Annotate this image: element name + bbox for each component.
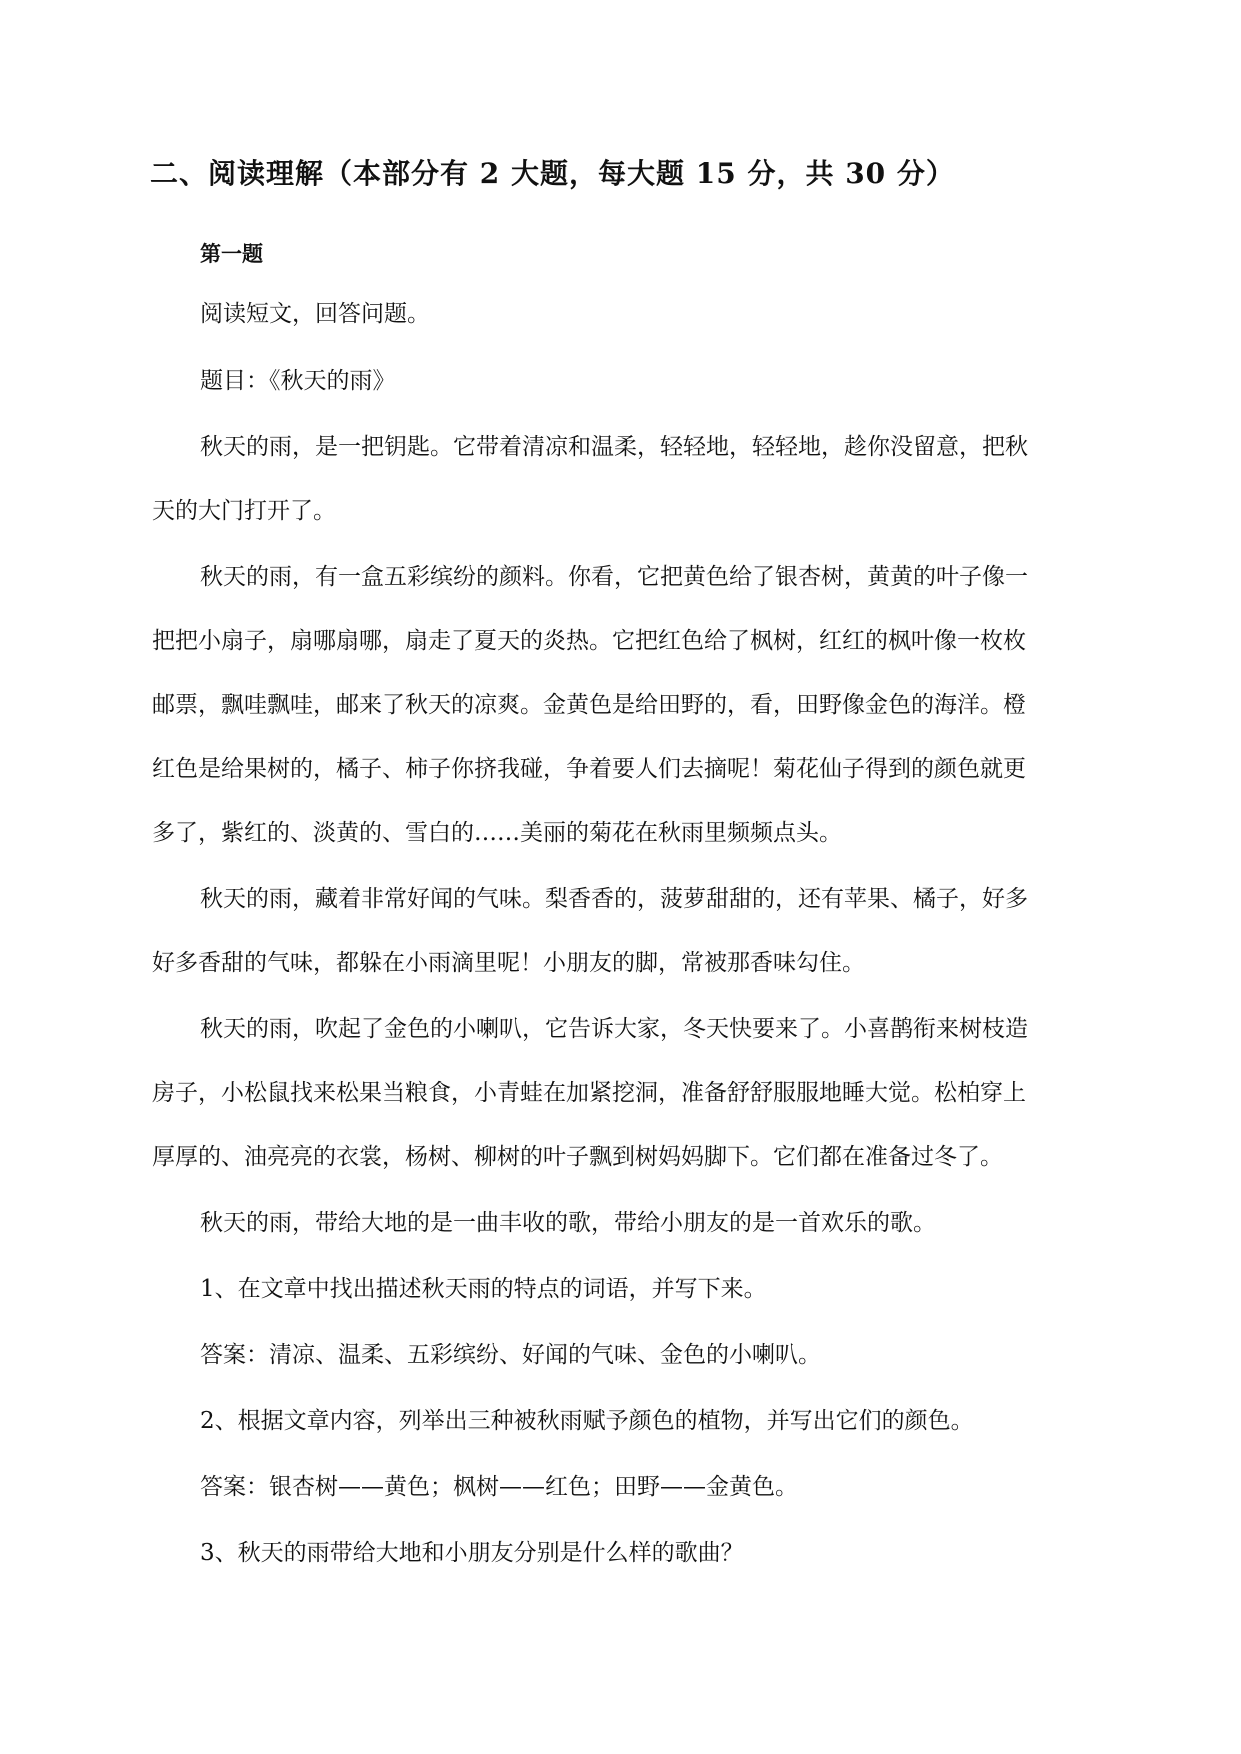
passage-line: 秋天的雨，带给大地的是一曲丰收的歌，带给小朋友的是一首欢乐的歌。 [200,1210,936,1236]
question-text: 1、在文章中找出描述秋天雨的特点的词语，并写下来。 [200,1276,767,1302]
passage-line: 红色是给果树的，橘子、柿子你挤我碰，争着要人们去摘呢！菊花仙子得到的颜色就更 [152,756,1026,782]
passage-line: 房子，小松鼠找来松果当粮食，小青蛙在加紧挖洞，准备舒舒服服地睡大觉。松柏穿上 [152,1080,1026,1106]
passage-line: 秋天的雨，有一盒五彩缤纷的颜料。你看，它把黄色给了银杏树，黄黄的叶子像一 [200,564,1028,590]
passage-line: 把把小扇子，扇哪扇哪，扇走了夏天的炎热。它把红色给了枫树，红红的枫叶像一枚枚 [152,628,1026,654]
instruction-text: 阅读短文，回答问题。 [200,301,430,327]
answer-text: 答案：银杏树——黄色；枫树——红色；田野——金黄色。 [200,1474,798,1500]
question-text: 3、秋天的雨带给大地和小朋友分别是什么样的歌曲？ [200,1540,744,1566]
answer-text: 答案：清凉、温柔、五彩缤纷、好闻的气味、金色的小喇叭。 [200,1342,821,1368]
passage-line: 秋天的雨，是一把钥匙。它带着清凉和温柔，轻轻地，轻轻地，趁你没留意，把秋 [200,434,1028,460]
passage-line: 秋天的雨，藏着非常好闻的气味。梨香香的，菠萝甜甜的，还有苹果、橘子，好多 [200,886,1028,912]
passage-line: 好多香甜的气味，都躲在小雨滴里呢！小朋友的脚，常被那香味勾住。 [152,950,865,976]
passage-topic: 题目：《秋天的雨》 [200,368,396,394]
passage-line: 天的大门打开了。 [152,498,336,524]
passage-line: 邮票，飘哇飘哇，邮来了秋天的凉爽。金黄色是给田野的，看，田野像金色的海洋。橙 [152,692,1026,718]
passage-line: 秋天的雨，吹起了金色的小喇叭，它告诉大家，冬天快要来了。小喜鹊衔来树枝造 [200,1016,1028,1042]
question-heading: 第一题 [200,241,263,266]
section-title: 二、阅读理解（本部分有 2 大题，每大题 15 分，共 30 分） [150,157,955,190]
question-text: 2、根据文章内容，列举出三种被秋雨赋予颜色的植物，并写出它们的颜色。 [200,1408,974,1434]
passage-line: 厚厚的、油亮亮的衣裳，杨树、柳树的叶子飘到树妈妈脚下。它们都在准备过冬了。 [152,1144,1003,1170]
passage-line: 多了，紫红的、淡黄的、雪白的……美丽的菊花在秋雨里频频点头。 [152,820,842,846]
